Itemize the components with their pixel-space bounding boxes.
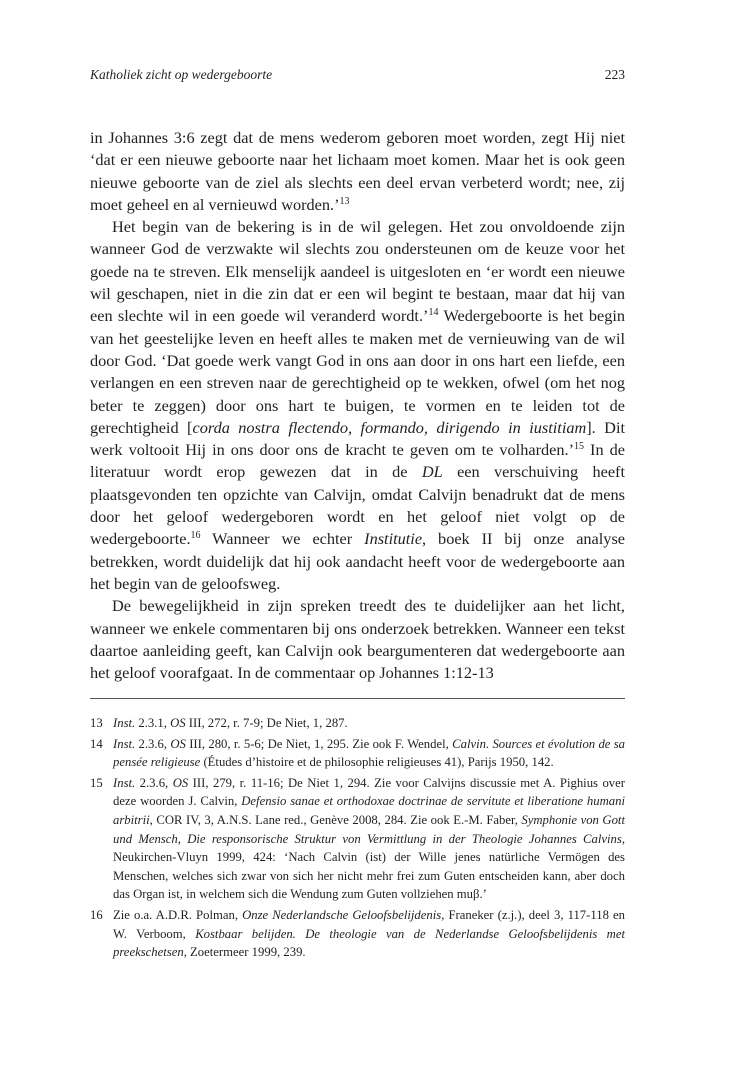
paragraph-2-text-e: een verschuiving heeft plaatsgevonden ten opzichte van Calvijn, omdat Calvijn benadrukt dat de mens door het geloof wedergeboren wordt en het geloof niet volgt op de wedergeboorte. xyxy=(90,462,625,549)
footnote-number: 16 xyxy=(90,907,103,922)
footnote-14-text-c: (Études d’histoire et de philosophie religieuses 41), Parijs 1950, 142. xyxy=(200,755,554,770)
footnote-15-os: OS xyxy=(172,775,189,790)
footnote-ref-14: 14 xyxy=(428,307,439,319)
footnote-14-os: OS xyxy=(170,736,186,751)
footnote-13-text-a: 2.3.1, xyxy=(135,716,171,730)
paragraph-2-text-c: ]. Dit werk voltooit Hij in ons door ons de kracht te geven om te volharden.’ xyxy=(90,417,625,460)
paragraph-2-text-a: Het begin van de bekering is in de wil gelegen. Het zou onvoldoende zijn wanneer God de verzwakte wil slechts zou ondersteunen om de keuze voor het goede na te streven. Elk menselijk aandeel is uitgesloten en ‘er wordt een nieuwe wil geschapen, niet in die zin dat er een wil begint te bestaan, maar dat hij van een slechte wil in een goede wil veranderd wordt.’ xyxy=(90,217,625,326)
paragraph-3 xyxy=(90,595,625,684)
footnote-14-inst: Inst. xyxy=(113,736,136,751)
paragraph-1-text: in Johannes 3:6 zegt dat de mens wederom geboren moet worden, zegt Hij niet ‘dat er een nieuwe geboorte naar het lichaam moet komen. Maar het is ook geen nieuwe geboorte van de ziel als slechts een deel ervan verbeterd wordt; nee, zij moet geheel en al vernieuwd worden.’ xyxy=(90,128,625,214)
running-head xyxy=(90,66,625,84)
paragraph-3-text: De bewegelijkheid in zijn spreken treedt des te duidelijker aan het licht, wanneer we enkele commentaren bij ons onderzoek betrekken. Wanneer een tekst daartoe aanleiding geeft, kan Calvijn ook beargumenteren dat wedergeboorte aan het geloof voorafgaat. In de commentaar op Johannes 1:12-13 xyxy=(90,596,625,683)
latin-quote: corda nostra flectendo, formando, dirigendo in iustitiam xyxy=(192,417,587,437)
footnote-15-text-b: III, 279, r. 11-16; De Niet 1, 294. Zie voor Calvijns discussie met A. Pighius over deze woorden J. Calvin, xyxy=(113,775,625,809)
footnote-15-text-c: , COR IV, 3, A.N.S. Lane red., Genève 2008, 284. Zie ook E.-M. Faber, xyxy=(149,812,522,827)
footnote-14-text-b: III, 280, r. 5-6; De Niet, 1, 295. Zie ook F. Wendel, xyxy=(185,736,453,751)
paragraph-2-text-b: Wedergeboorte is het begin van het geestelijke leven en heeft alles te maken met de vernieuwing van de wil door God. ‘Dat goede werk vangt God in ons aan door in ons hart een liefde, een verlangen en een streven naar de gerechtigheid op te wekken, ofwel (om het nog beter te zeggen) door ons hart te buigen, te vormen en te leiden tot de gerechtigheid [ xyxy=(90,306,625,437)
footnote-ref-13: 13 xyxy=(339,195,350,207)
footnote-divider xyxy=(90,698,625,699)
footnote-16-text-c: , Zoetermeer 1999, 239. xyxy=(183,945,306,960)
footnote-15-text-a: 2.3.6, xyxy=(135,775,173,790)
running-title: Katholiek zicht op wedergeboorte xyxy=(90,67,273,82)
footnote-16-book-title-a: Onze Nederlandsche Geloofsbelijdenis xyxy=(242,907,442,922)
footnote-15 xyxy=(90,774,625,904)
footnote-15-book-title-a: Defensio sanae et orthodoxae doctrinae de servitute et liberatione humani arbitrii xyxy=(113,794,625,827)
footnote-16-text-a: Zie o.a. A.D.R. Polman, xyxy=(113,907,243,922)
paragraph-2-text-f: Wanneer we echter xyxy=(200,529,365,549)
footnote-15-book-title-b: Symphonie von Gott und Mensch, Die responsorische Struktur von Vermittlung in der Theologie Johannes Calvins xyxy=(113,812,625,846)
paragraph-2 xyxy=(90,216,625,595)
paragraph-2-text-g: , boek II bij onze analyse betrekken, wordt duidelijk dat hij ook aandacht heeft voor de wedergeboorte aan het begin van de geloofsweg. xyxy=(90,529,626,593)
footnote-13 xyxy=(90,714,625,733)
footnote-16-book-title-b: Kostbaar belijden. De theologie van de Nederlandse Geloofsbelijdenis met preekschetsen xyxy=(113,926,625,960)
paragraph-1 xyxy=(90,127,625,216)
footnote-15-inst: Inst. xyxy=(113,775,136,790)
footnote-14-text-a: 2.3.6, xyxy=(135,736,171,751)
footnote-ref-16: 16 xyxy=(190,530,201,542)
footnote-15-text-d: , Neukirchen-Vluyn 1999, 424: ‘Nach Calvin (ist) der Wille jenes natürliche Vermögen des Menschen, welches sich zwar von sich her nicht mehr frei zum Guten entscheiden kann, aber doch das Organ ist, in welchem sich die Wendung zum Guten vollziehen muβ.’ xyxy=(113,831,625,902)
footnote-ref-15: 15 xyxy=(574,441,584,453)
footnote-13-text-b: III, 272, r. 7-9; De Niet, 1, 287. xyxy=(185,716,348,730)
footnote-number: 13 xyxy=(90,716,103,730)
paragraph-2-text-d: In de literatuur wordt erop gewezen dat in de xyxy=(90,440,625,482)
page-number: 223 xyxy=(604,67,625,82)
footnote-14-book-title: Calvin. Sources et évolution de sa pensée religieuse xyxy=(113,736,626,770)
footnote-number: 15 xyxy=(90,775,103,790)
footnotes xyxy=(90,714,625,964)
body-text xyxy=(90,127,625,684)
footnote-16-text-b: , Franeker (z.j.), deel 3, 117-118 en W. Verboom, xyxy=(113,907,625,941)
footnote-13-inst: Inst. xyxy=(113,716,136,730)
institutie-title: Institutie xyxy=(364,529,423,549)
dl-abbreviation: DL xyxy=(421,462,443,482)
footnote-16 xyxy=(90,906,625,962)
footnote-number: 14 xyxy=(90,736,103,751)
footnote-14 xyxy=(90,735,625,772)
footnote-13-os: OS xyxy=(170,716,186,730)
